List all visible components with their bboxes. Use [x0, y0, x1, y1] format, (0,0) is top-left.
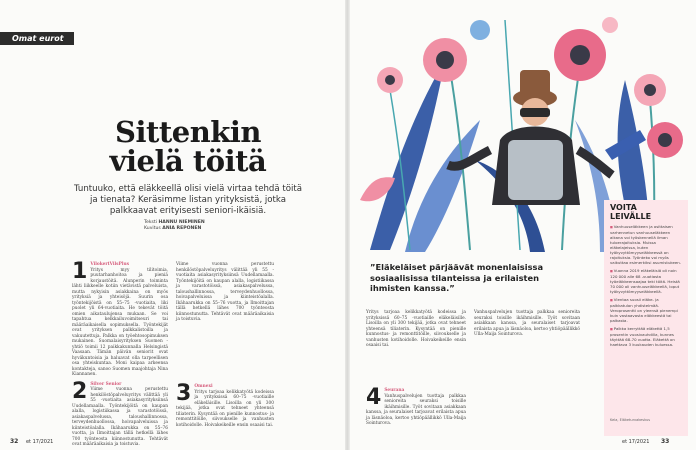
footer-right [622, 438, 669, 445]
company-name: VilokertVilsPlus [90, 262, 130, 267]
title-line-1: Sittenkin [115, 115, 261, 149]
sidebar-title [610, 203, 680, 221]
sidebar-item: ■ Palkka kerryttää eläkettä 1,5 prosentin vuosivauhdilla, kunnes täyttää 68-70 vuotta. Eläkettä on haettava 3 kuukauden kuluessa. [610, 326, 682, 347]
article-lead: Tuntuuko, että eläkkeellä olisi vielä virtaa tehdä töitä ja tienata? Keräsimme listan yrityksistä, jotka palkkaavat erityisesti seniori-ikäisiä. [73, 184, 303, 216]
text-label: Teksti [144, 220, 157, 225]
article-credits [144, 220, 205, 232]
sidebar-body [610, 224, 682, 350]
section-text: Viime vuonna perustettu henkilöstöpalveluyritys välittää yli 55 -vuotiaita asiakasyrityksiinsä Uudellamaalla. Työntekijöitä on kaupan alalla, logistiikassa ja varastotöissä, asiakaspalvelussa, taloushallinnossa, terveydenhuollossa, hoivapalveluissa ja kiinteistöalalla. Ikähaarukka on 55–76 vuotta, ja Ilmoittajan tällä hetkellä lähes 700 työnteosta kiinnostunutta. Tehtävät ovat määräaikaisia ja toistuvia. [72, 387, 168, 447]
company-name: Omnexi [194, 384, 213, 389]
pull-quote: ”Eläkeläiset pärjäävät monenlaisissa sosiaalisissa tilanteissa ja erilaisten ihmisten kanssa.” [370, 262, 544, 293]
sidebar-item: ■ Vanhuuseläkkeen ja osittaisen varhennetun vanhuuseläkkeen aikana voi työskennellä ilman tuloerajoituksia. Muissa eläkelajeissa, kuten työkyvyttömyyseläkkeessä on rajoituksia. Työnteko voi myös vaikuttaa esimerkiksi asumistukeen. [610, 224, 682, 265]
page-number-left: 32 [10, 438, 19, 445]
title-line-2: vielä töitä [109, 144, 267, 178]
article-column-4 [474, 310, 580, 432]
section-text-continued: Vanhuspalvelujen tuottaja palkkaa senioreita seuraksi toisille ikäihmisille. Työt sovitaan asiakkaan kanssa, ja seuralaiset tarjoavat erilaista apua ja läsnäoloa, kertoo yhtiöpäällikkö Ulla-Maija Sointurova. [474, 310, 580, 337]
section-number: 3 [176, 381, 192, 406]
article-title [88, 115, 288, 178]
sidebar-item: ■ Vientaa suosii eläke- ja palkkatulon yhdistelmää. Veroprosentti on yleensä pienempi kuin vastaavasta eläkkeestä tai palkasta. [610, 297, 682, 323]
article-column-1 [72, 259, 168, 447]
section-number: 4 [366, 385, 382, 410]
section-text-continued: Viime vuonna perustettu henkilöstöpalveluyritys välittää yli 55 -vuotiaita asiakasyrityksiinsä Uudellamaalla. Työntekijöitä on kaupan alalla, logistiikassa ja varastotöissä, asiakaspalvelussa, taloushallinnossa, terveydenhuollossa, hoivapalveluissa ja kiinteistöalalla. Ikähaarukka on 55–76 vuotta, ja Ilmoittajan tällä hetkellä lähes 700 työnteosta kiinnostunutta. Tehtävät ovat määräaikaisia ja toistuvia. [176, 262, 274, 322]
illus-label: Kuvitus [144, 226, 161, 231]
section-number: 1 [72, 259, 88, 284]
sidebar-item: ■ Vuonna 2019 eläkeläisiä oli noin 120 000 alle 68 -vuotiasta työeläkkeensaajaa teki töitä. Heistä 70 000 oli vanhuuseläkkeellä, loput työkyvyttömyyseläkkeellä. [610, 268, 682, 294]
issue-left: et 17/2021 [25, 439, 54, 445]
company-name: Silver Senior [90, 381, 122, 387]
sidebar-credit: Kela, Eläketurvakeskus [610, 418, 651, 422]
article-column-2 [176, 262, 274, 432]
section-text: Yritys tarjoaa kelikkatyötä kodeissa ja yrityksissä 60–75 -vuotiaille eläkeläisille. Lisoilla on yli 300 tekijää, jotka ovat tehneet yhteensä tiliaterin. Kysyntää on pienille kunnostus- ja remonttitöille, siivoukselle ja vanhusten kotihoidolle. Hoivakeikeille ensin osaaisi tai. [176, 389, 274, 428]
company-name: Seurana [384, 388, 405, 393]
section-tag: Omat eurot [0, 32, 74, 45]
issue-right: et 17/2021 [622, 439, 650, 445]
sidebar-title-line-2: LEIVÄLLE [610, 212, 652, 221]
section-text: Vanhuspalvelujen tuottaja palkkaa senioreita seuraksi toisille ikäihmisille. Työt sovitaan asiakkaan kanssa, ja seuralaiset tarjoavat erilaista apua ja läsnäoloa, kertoo yhtiöpäällikkö Ulla-Maija Sointurova. [366, 393, 466, 426]
sidebar-title-line-1: VOITA [610, 203, 637, 212]
footer-left [10, 438, 53, 445]
section-text-continued: Yritys tarjoaa kelikkatyötä kodeissa ja yrityksissä 60–75 -vuotiaille eläkeläisille. Lisoilla on yli 300 tekijää, jotka ovat tehneet yhteensä tiliaterin. Kysyntää on pienille kunnostus- ja remonttitöille, siivoukselle ja vanhusten kotihoidolle. Hoivakeikeille ensin osaaisi tai. [366, 310, 466, 348]
text-author: HANNU NIEMINEN [158, 220, 205, 225]
article-column-3 [366, 310, 466, 432]
section-number: 2 [72, 378, 88, 404]
illus-author: ANIA REPONEN [162, 226, 202, 231]
section-text: Yritys myy tilitoimia, puutarhanhoitoa ja pieniä korjaustöitä. Alunperin toiminta lähti liikkeelle kotiin vietävistä palveluista, mutta nykyisin asiakkaina on myös yrityksiä ja yhteisöjä. Suurin osa työntekijöistä on 55–75 -vuotiaita, liki puolet yli 64-vuotiaita. He tekevät töitä omien aikataulujensa mukaan. Se voi tapahtua kelkkailuvoimitseuri tai määräaikaisella sopimuksella. Työntekijät ovat yrityksen palkkalistoilla ja vakuutettuja. Palkka on työehtosopimuksen mukainen. Suomalaisyrityksen Suomen -yhtiö toimii 12 paikkakunnalla Helsingistä Vaasaan. Tämän päivän seniorit ovat hyväkuntoisia ja haluavat olla tarpeellisen osa yhteiskuntaa. Moni kaipaa arkeensa kontakteja, sanoo Suomen maajohtaja Nina Kiannanen. [72, 267, 168, 377]
page-number-right: 33 [661, 438, 670, 445]
